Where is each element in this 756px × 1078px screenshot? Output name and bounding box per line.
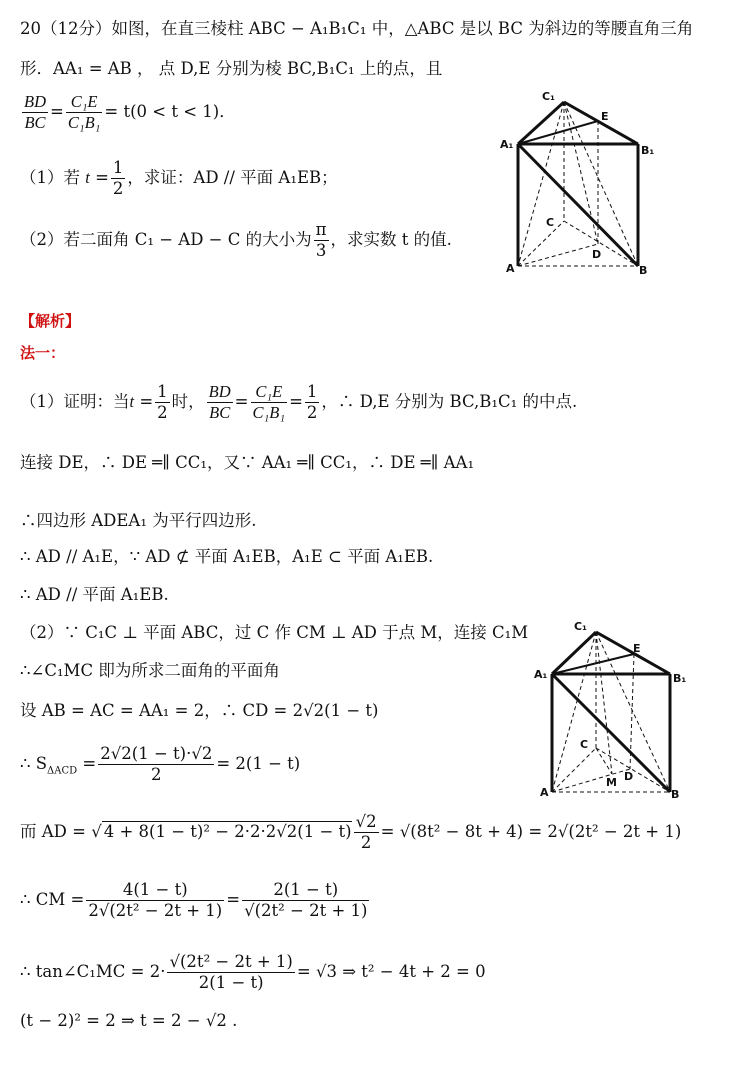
fig2-label-b1: B₁ (673, 672, 687, 685)
fig2-label-a: A (540, 786, 549, 799)
solution-step-1: （1）证明：当t = $\frac{1}{2}$ 时， $\frac{BD}{BC}$ = $\frac{\text{C₁E}}{\text{C₁B₁}}$ = $\frac{1}{2}$ ，∴ D,E 分别为 BC,B₁C₁ 的中点. (20, 382, 578, 422)
question-2: （2）若二面角 C₁ − AD − C 的大小为 $\frac{\pi}{3}$ ，求实数 t 的值. (20, 220, 452, 260)
fig2-label-c: C (580, 738, 589, 751)
prism-figure-1 (498, 86, 658, 282)
fig2-label-e: E (633, 642, 641, 655)
solution-step-4: ∴ AD // A₁E，∵ AD ⊄ 平面 A₁EB，A₁E ⊂ 平面 A₁EB. (20, 547, 434, 566)
problem-text-1: 如图，在直三棱柱 ABC − A₁B₁C₁ 中，△ABC 是以 BC 为斜边的等腰直角三角 (111, 19, 694, 38)
solution-step-6: （2）∵ C₁C ⊥ 平面 ABC，过 C 作 CM ⊥ AD 于点 M，连接 C₁M (20, 623, 529, 642)
fig1-label-d: D (592, 248, 602, 261)
method-heading: 法一： (20, 344, 66, 362)
problem-number: 20 (20, 19, 41, 38)
solution-step-9: ∴ $S_{\Delta ACD}$ = $\frac{2√2(1 - t)\cdot√2}{2}$ = 2(1 − t) (20, 744, 301, 784)
fig1-label-e: E (601, 110, 609, 123)
fig1-label-b1: B₁ (641, 144, 655, 157)
solution-heading: 【解析】 (20, 312, 81, 330)
solution-step-2: 连接 DE，∴ DE ═∥ CC₁，又∵ AA₁ ═∥ CC₁，∴ DE ═∥ AA₁ (20, 453, 475, 472)
prism-figure-2 (534, 614, 694, 804)
fig1-label-a: A (506, 262, 515, 275)
frac-half: $\frac{1}{2}$ (112, 158, 124, 198)
solution-step-3: ∴四边形 ADEA₁ 为平行四边形. (20, 511, 257, 530)
fig2-label-m: M (606, 776, 617, 789)
solution-step-5: ∴ AD // 平面 A₁EB. (20, 585, 169, 604)
solution-step-11: ∴ CM = $\frac{4(1 - t)}{\text{2√(2t² − 2t + 1)}}$ = $\frac{2(1 - t)}{\text{√(2t² − 2t + 1)}}$ (20, 880, 368, 920)
solution-step-12: ∴ tan∠C₁MC = 2· $\frac{\text{√(2t² − 2t + 1)}}{2(1 - t)}$ = √3 ⇒ t² − 4t + 2 = 0 (20, 952, 486, 992)
fig1-label-c1: C₁ (542, 90, 555, 103)
solution-step-8: 设 AB = AC = AA₁ = 2，∴ CD = 2√2(1 − t) (20, 701, 379, 720)
fig2-label-c1: C₁ (574, 620, 587, 633)
fig2-label-b: B (671, 788, 680, 801)
fig1-label-a1: A₁ (500, 138, 514, 151)
fig2-label-a1: A₁ (534, 668, 548, 681)
frac-bd-bc: $\frac{BD}{BC}$ (24, 92, 46, 132)
problem-line-1 (20, 18, 693, 40)
problem-score: （12分） (41, 19, 112, 38)
frac-c1e-c1b1: $\frac{\text{C₁E}}{\text{C₁B₁}}$ (67, 92, 101, 132)
solution-step-13: (t − 2)² = 2 ⇒ t = 2 − √2 . (20, 1011, 238, 1030)
solution-step-10: 而 AD = √ 4 + 8(1 − t)² − 2·2·2√2(1 − t) $\frac{√2}{2}$ = √(8t² − 8t + 4) = 2√(2t² − 2t + 1) (20, 812, 682, 852)
problem-ratio: $\frac{BD}{BC}$ = $\frac{\text{C₁E}}{\text{C₁B₁}}$ = t(0 < t < 1)． (24, 92, 236, 132)
question-1: （1）若 t = $\frac{1}{2}$ ，求证：AD // 平面 A₁EB； (20, 158, 338, 198)
frac-pi-3: $\frac{\pi}{3}$ (315, 220, 327, 260)
fig1-label-b: B (639, 264, 648, 277)
fig2-label-d: D (624, 770, 634, 783)
problem-line-2: 形．AA₁ = AB ， 点 D,E 分别为棱 BC,B₁C₁ 上的点，且 (20, 59, 443, 78)
fig1-label-c: C (546, 216, 555, 229)
solution-step-7: ∴∠C₁MC 即为所求二面角的平面角 (20, 661, 280, 680)
